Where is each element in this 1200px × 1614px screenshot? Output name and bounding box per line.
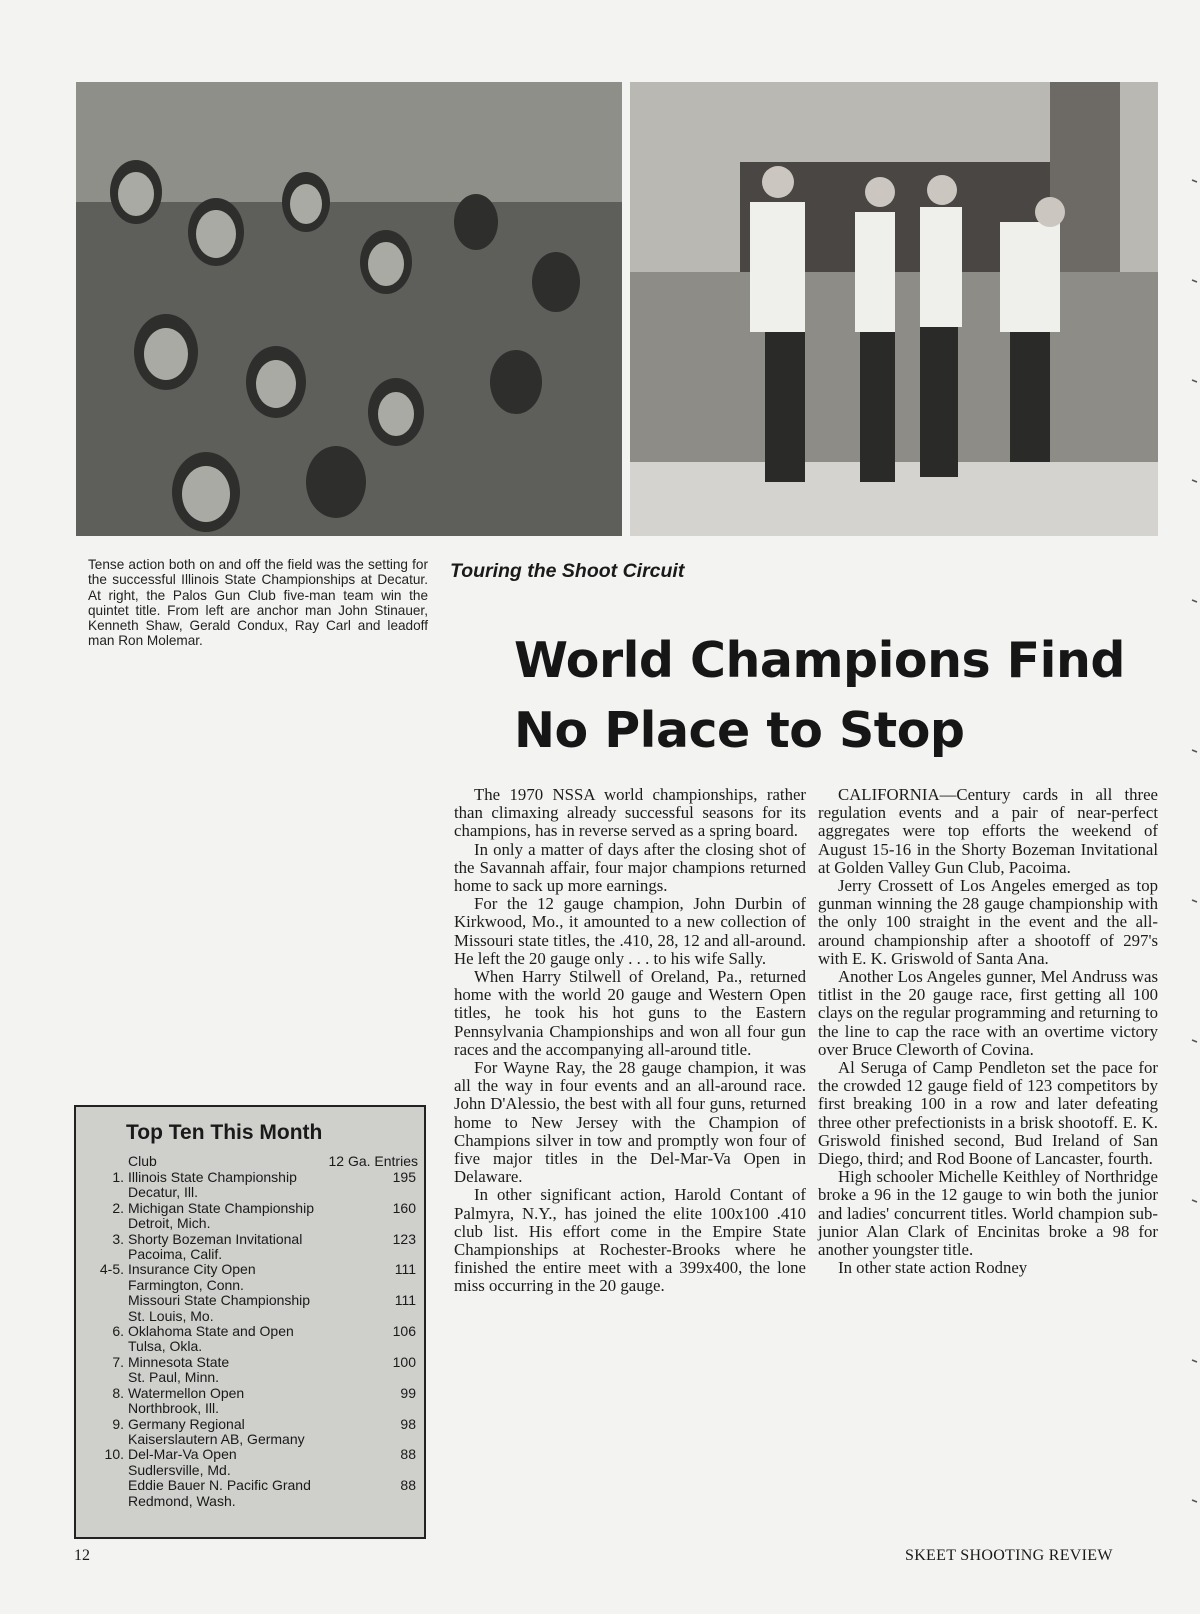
top-ten-row [88, 1170, 420, 1201]
paragraph: The 1970 NSSA world championships, rather than climaxing already successful seasons for its champions, has in reverse served as a spring board. [454, 785, 806, 841]
top-ten-row [88, 1201, 420, 1232]
row-entries: 99 [400, 1384, 416, 1401]
paragraph: Jerry Crossett of Los Angeles emerged as top gunman winning the 28 gauge championship with the only 100 straight in the event and the all-around championship after a shootoff of 297's with E. K. Griswold of Santa Ana. [818, 876, 1158, 968]
row-club: Minnesota State [128, 1353, 230, 1370]
row-rank: 9. [112, 1415, 124, 1432]
row-rank: 6. [112, 1323, 124, 1340]
top-ten-row [88, 1478, 420, 1509]
row-entries: 98 [400, 1415, 416, 1432]
row-entries: 88 [400, 1446, 416, 1463]
row-location: St. Paul, Minn. [128, 1369, 220, 1386]
paragraph: In other state action Rodney [838, 1258, 1028, 1278]
row-location: Sudlersville, Md. [128, 1461, 231, 1478]
row-rank: 4-5. [99, 1261, 124, 1278]
top-ten-title: Top Ten This Month [126, 1121, 323, 1144]
row-location: Kaiserslautern AB, Germany [128, 1430, 305, 1447]
row-location: St. Louis, Mo. [128, 1307, 214, 1324]
row-entries: 100 [392, 1353, 416, 1370]
article-column-2 [818, 786, 1158, 1277]
header-entries: 12 Ga. Entries [328, 1153, 418, 1169]
row-rank: 10. [104, 1446, 124, 1463]
article-headline: World Champions Find No Place to Stop [514, 632, 1125, 759]
row-club: Michigan State Championship [128, 1199, 314, 1216]
top-ten-row [88, 1293, 420, 1324]
row-location: Tulsa, Okla. [128, 1338, 203, 1355]
publication-title: SKEET SHOOTING REVIEW [905, 1547, 1113, 1564]
row-club: Eddie Bauer N. Pacific Grand [128, 1477, 311, 1494]
paragraph: When Harry Stilwell of Oreland, Pa., returned home with the world 20 gauge and Western Open titles, he took his hot guns to the Eastern Pennsylvania Championships and won all four gun races and the accompanying all-around title. [454, 967, 806, 1059]
row-entries: 88 [400, 1477, 416, 1494]
row-rank: 1. [112, 1169, 124, 1185]
row-club: Watermellon Open [128, 1384, 245, 1401]
paragraph: For the 12 gauge champion, John Durbin of Kirkwood, Mo., it amounted to a new collection of Missouri state titles, the .410, 28, 12 and all-around. He left the 20 gauge only . . . to his wife Sally. [454, 894, 806, 968]
paragraph: Another Los Angeles gunner, Mel Andruss was titlist in the 20 gauge race, first getting all 100 clays on the regular programming and returning to the line to cap the race with an overtime victory over Bruce Cleworth of Covina. [818, 967, 1158, 1059]
top-ten-row [88, 1355, 420, 1386]
photo-shooting-team [630, 82, 1158, 536]
top-ten-row [88, 1447, 420, 1478]
row-location: Farmington, Conn. [128, 1276, 244, 1293]
top-ten-header [128, 1153, 418, 1169]
photo-caption: Tense action both on and off the field was the setting for the successful Illinois State Championships at Decatur. At right, the Palos Gun Club five-man team win the quintet title. From left are anchor man John Stinauer, Kenneth Shaw, Gerald Condux, Ray Carl and leadoff man Ron Molemar. [88, 557, 428, 649]
top-ten-row [88, 1232, 420, 1263]
row-club: Shorty Bozeman Invitational [128, 1230, 303, 1247]
row-rank: 3. [112, 1230, 124, 1247]
row-entries: 111 [394, 1292, 416, 1309]
top-ten-row [88, 1262, 420, 1293]
row-location: Redmond, Wash. [128, 1492, 236, 1509]
paragraph: In other significant action, Harold Contant of Palmyra, N.Y., has joined the elite 100x100 .410 club list. His effort come in the Empire State Championships at Rochester-Brooks where he finished the entire meet with a 399x400, the lone miss occurring in the 20 gauge. [454, 1185, 806, 1296]
row-club: Missouri State Championship [128, 1292, 311, 1309]
row-rank: 2. [112, 1199, 124, 1216]
crowd-photo-graphic [76, 82, 622, 536]
row-rank: 8. [112, 1384, 124, 1401]
row-location: Decatur, Ill. [128, 1184, 199, 1201]
row-entries: 123 [392, 1230, 416, 1247]
section-kicker: Touring the Shoot Circuit [450, 560, 685, 582]
paragraph: CALIFORNIA—Century cards in all three regulation events and a pair of near-perfect aggregates were top efforts the weekend of August 15-16 in the Shorty Bozeman Invitational at Golden Valley Gun Club, Pacoima. [818, 785, 1158, 877]
row-entries: 111 [394, 1261, 416, 1278]
top-ten-row [88, 1324, 420, 1355]
page-edge-marks [1190, 160, 1198, 1560]
row-club: Insurance City Open [128, 1261, 256, 1278]
top-ten-box [74, 1105, 426, 1539]
row-club: Del-Mar-Va Open [128, 1446, 237, 1463]
row-rank: 7. [112, 1353, 124, 1370]
top-ten-list [88, 1170, 420, 1509]
row-club: Oklahoma State and Open [128, 1323, 294, 1340]
row-location: Detroit, Mich. [128, 1215, 211, 1232]
row-location: Northbrook, Ill. [128, 1400, 220, 1417]
team-photo-graphic [630, 82, 1158, 536]
row-entries: 195 [392, 1169, 416, 1185]
row-club: Illinois State Championship [128, 1169, 297, 1185]
top-ten-row [88, 1386, 420, 1417]
row-location: Pacoima, Calif. [128, 1246, 223, 1263]
article-column-1 [454, 786, 806, 1296]
paragraph: For Wayne Ray, the 28 gauge champion, it was all the way in four events and an all-around race. John D'Alessio, the best with all four guns, returned home to New Jersey with the Champion of Champions silver in tow and promptly won four of five major titles in the Del-Mar-Va Open in Delaware. [454, 1058, 806, 1187]
top-ten-row [88, 1417, 420, 1448]
paragraph: High schooler Michelle Keithley of Northridge broke a 96 in the 12 gauge to win both the junior and ladies' concurrent titles. World champion sub-junior Alan Clark of Encinitas broke a 98 for another youngster title. [818, 1167, 1158, 1260]
row-entries: 106 [392, 1323, 416, 1340]
page-number: 12 [74, 1547, 90, 1564]
photo-crowd [76, 82, 622, 536]
row-entries: 160 [392, 1199, 416, 1216]
paragraph: Al Seruga of Camp Pendleton set the pace for the crowded 12 gauge field of 123 competitors by first breaking 100 in a row and later defeating three other prefectionists in a brisk shootoff. E. K. Griswold finished second, Bud Ireland of San Diego, third; and Rod Boone of Lancaster, fourth. [818, 1058, 1158, 1169]
header-club: Club [128, 1153, 157, 1169]
row-club: Germany Regional [128, 1415, 245, 1432]
paragraph: In only a matter of days after the closing shot of the Savannah affair, four major champions returned home to sack up more earnings. [454, 839, 806, 896]
